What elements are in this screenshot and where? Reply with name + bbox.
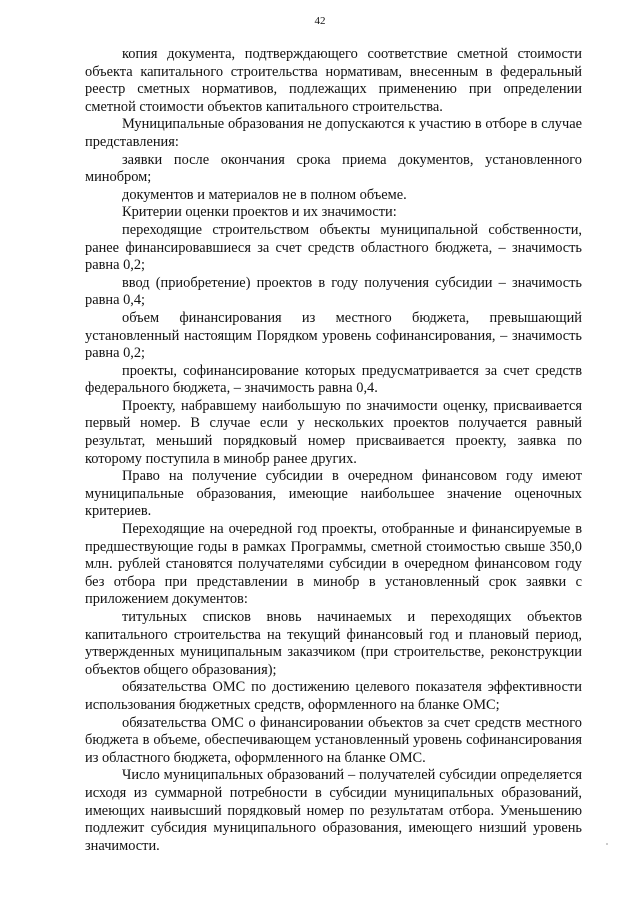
- paragraph-criterion-local-budget: объем финансирования из местного бюджета, превышающий установленный настоящим Порядком уровень софинансирования, – значимость равна 0,2;: [85, 309, 582, 362]
- scan-speck: [606, 843, 608, 845]
- paragraph-oms-financing-obligation: обязательства ОМС о финансировании объектов за счет средств местного бюджета в объеме, обеспечивающем установленный уровень софинансирования из областного бюджета, оформленного на бланке ОМС.: [85, 714, 582, 766]
- paragraph-recipients-count: Число муниципальных образований – получателей субсидии определяется исходя из суммарной потребности в субсидии муниципальных образований, имеющих наивысший порядковый номер по результатам отбора. Уменьшению подлежит субсидия муниципального образования, имеющего низший уровень значимости.: [85, 767, 582, 854]
- paragraph-criterion-federal-budget: проекты, софинансирование которых предусматривается за счет средств федерального бюджета, – значимость равна 0,4.: [85, 362, 582, 397]
- paragraph-criterion-transitional-objects: переходящие строительством объекты муниципальной собственности, ранее финансировавшиеся за счет средств областного бюджета, – значимость равна 0,2;: [85, 221, 582, 274]
- paragraph-subsidy-right: Право на получение субсидии в очередном финансовом году имеют муниципальные образования, имеющие наибольшее значение оценочных критериев.: [85, 468, 582, 520]
- paragraph-ranking-rule: Проекту, набравшему наибольшую по значимости оценку, присваивается первый номер. В случае если у нескольких проектов получается равный результат, меньший порядковый номер присваивается проекту, заявка по которому поступила в минобр ранее других.: [85, 397, 582, 467]
- paragraph-exclusion-late-application: заявки после окончания срока приема документов, установленного минобром;: [85, 151, 582, 186]
- paragraph-criterion-commissioning: ввод (приобретение) проектов в году получения субсидии – значимость равна 0,4;: [85, 274, 582, 309]
- document-body: [85, 46, 582, 855]
- paragraph-estimate-compliance: копия документа, подтверждающего соответствие сметной стоимости объекта капитального строительства нормативам, внесенным в федеральный реестр сметных нормативов, подлежащих применению при определении сметной стоимости объектов капитального строительства.: [85, 46, 582, 115]
- page-number: 42: [314, 15, 326, 27]
- paragraph-criteria-intro: Критерии оценки проектов и их значимости:: [122, 204, 397, 221]
- paragraph-transitional-projects: Переходящие на очередной год проекты, отобранные и финансируемые в предшествующие годы в рамках Программы, сметной стоимостью свыше 350,0 млн. рублей становятся получателями субсидии в очередном финансовом году без отбора при представлении в минобр в установленный срок заявки с приложением документов:: [85, 521, 582, 608]
- paragraph-oms-target-obligation: обязательства ОМС по достижению целевого показателя эффективности использования бюджетных средств, оформленного на бланке ОМС;: [85, 679, 582, 713]
- paragraph-title-lists: титульных списков вновь начинаемых и переходящих объектов капитального строительства на текущий финансовый год и плановый период, утвержденных муниципальным заказчиком (при строительстве, реконструкции объектов общего образования);: [85, 609, 582, 678]
- paragraph-exclusion-intro: Муниципальные образования не допускаются к участию в отборе в случае представления:: [85, 116, 582, 150]
- paragraph-exclusion-incomplete-documents: документов и материалов не в полном объеме.: [122, 186, 407, 203]
